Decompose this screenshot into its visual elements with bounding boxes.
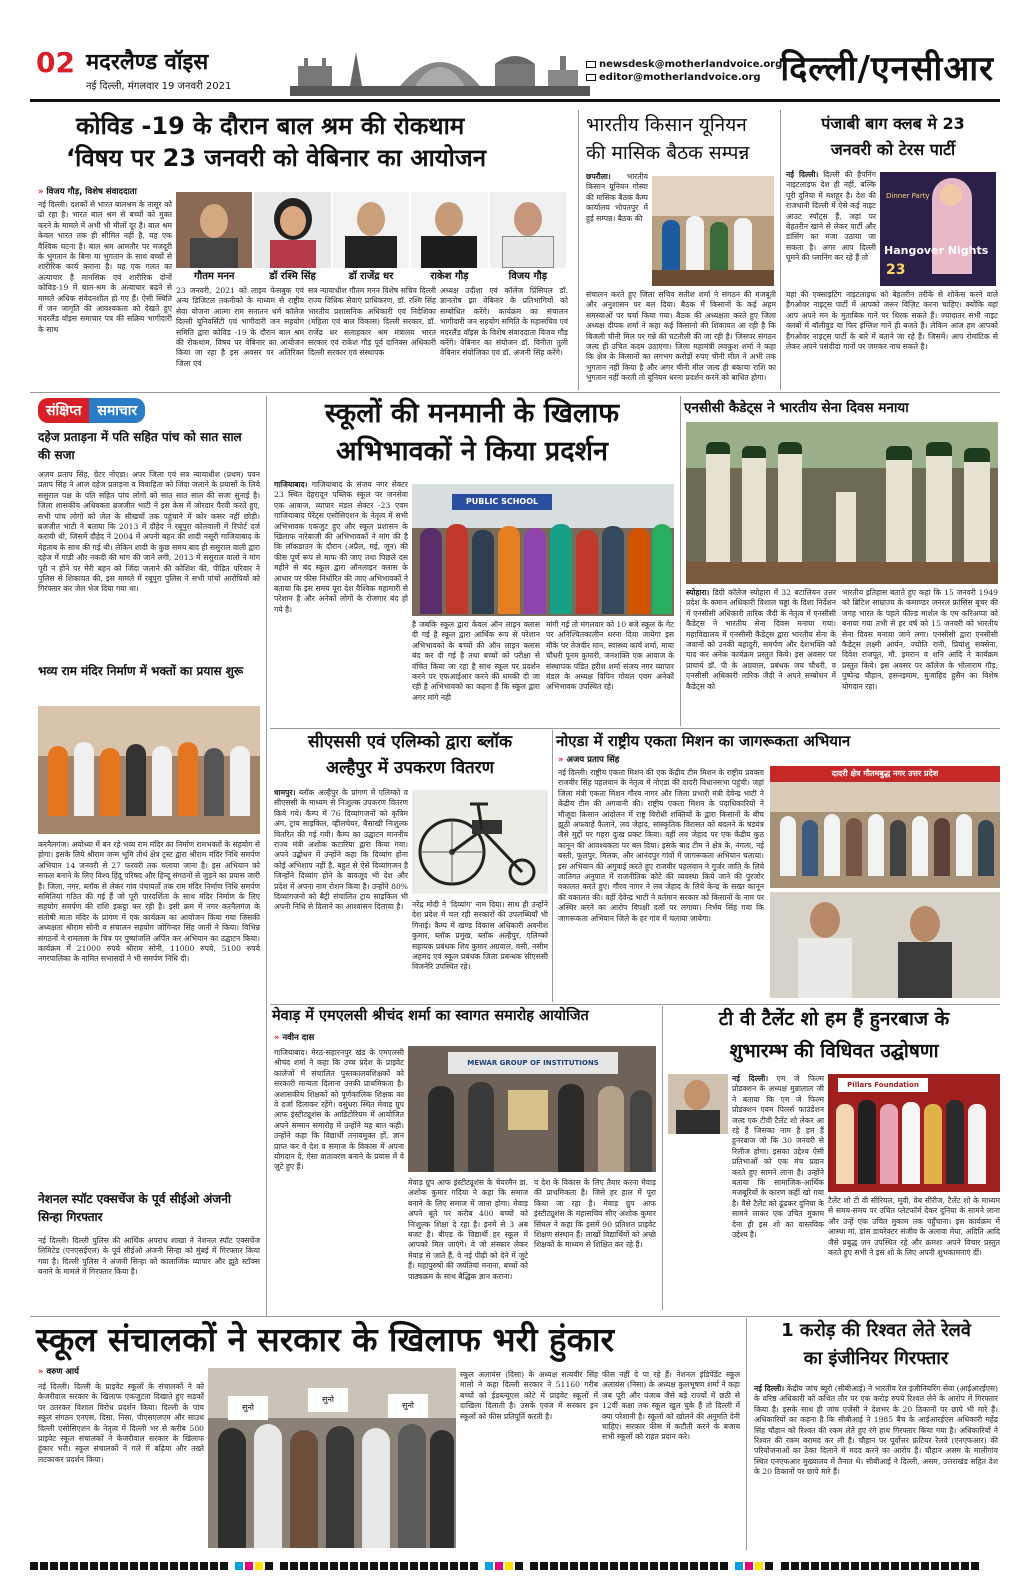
- protest-sign-3: सुनो: [388, 1394, 428, 1418]
- protest-body-col2: स्कूल अलायंस (दिसा) के अध्यक्ष सत्यवीर सिंह मालो ने कहा दिल्ली सरकार ने 51160 गरीब बच्चों को ईडब्ल्यूएस कोटे में प्राइवेट स्कूलों में दाखिला दिलाती है। उसके एवज में सरकार इन स्कूलों को फीस प्रतिपूर्ति करती है।: [460, 1370, 598, 1421]
- mewar-body-col1: गाजियाबाद। मेरठ-सहारनपुर खंड के एमएलसी श्रीचंद शर्मा ने कहा कि उच्च प्रदेश के प्राइवेट कालेजों में संचालित पुस्तकालयशिक्षकों को सरकारी मान्यता दिलाना उनकी प्राथमिकता है। अशासकीय शिक्षकों को पूर्णकालिक शिक्षक का वे दर्जा दिलाकर रहेंगे। वसुंधरा स्थित मेवाड़ ग्रुप आफ इंस्टीट्यूशंस के आडिटोरियम में आयोजित अपने सम्मान समारोह में उन्होंने यह बात कही। उन्होंने कहा कि विद्यार्थी तनावमुक्त हों, ज्ञान प्राप्त कर वे देश व समाज के विकास में अपना योगदान दें, ऐसा वातावरण बनाने के प्रयास में वे जुटे हुए हैं।: [274, 1048, 404, 1172]
- kisan-headline-1: भारतीय किसान यूनियन: [586, 114, 747, 136]
- schools-headline-2: अभिभावकों ने किया प्रदर्शन: [336, 436, 608, 467]
- ssc-body-col1-text: ब्लॉक अल्हैपुर के प्रांगण में एलिम्को व सीएससी के माध्यम से निःशुल्क उपकरण वितरण किये गये। कैम्प में 76 दिव्यांगजनों को कृत्रिम अंग, ट्राय साइकिल, व्हीलचेयर, बैसाखी निःशुल्क वितरित की गई गयी। कैम्प का उद्घाटन माननीय राज्य मंत्री अशोक कटारिया द्वारा किया गया। अपने उद्बोधन में उन्होंने कहा कि दिव्यांग होना कोई अभिशाप नहीं है, बहुत से ऐसे दिव्यांगजन है जिन्होंने दिव्यांग होने के बावजूद भी देश और प्रदेश में अपना नाम रोशन किया है। उन्होंने 80% दिव्यांगजनो को बैट्री संचालित ट्राय साइकिल भी अपनी निधि से दिलाने का आश्वासन दिलाया है।: [274, 788, 408, 912]
- ncc-cadets-photo: [686, 422, 998, 584]
- lead-byline: » विजय गौड़, विशेष संवाददाता: [38, 186, 198, 197]
- protest-sign-2: सुनो: [308, 1388, 348, 1412]
- brief-tag-2: समाचार: [89, 398, 145, 423]
- lead-body-left: नई दिल्ली। दशकों से भारत बालश्रम के नासूर को ढो रहा है। भारत बाल श्रम से बच्चों को मुक्त करने के मामले में अभी भी मीलों दूर है। बाल श्रम केवल भारत तक ही सीमित नहीं है, यह एक वैश्विक घटना है। बाल श्रम आमतौर पर मजदूरी के भुगतान के बिना या भुगतान के साथ बच्चों से शारीरिक कार्य कराना है। यह एक गलत का अत्याचार है मानसिक एवं शारीरिक दोनों कोविड-19 में बाल-श्रम के अत्याचार बढ़ने से मामले अधिक संवेदनशील हो गए हैं। ऐसी स्थिति में जन जागृति की आवश्यकता को देखते हुए मदरलैंड वॉइस समाचार पत्र की सक्रिय भागीदारी के साथ: [38, 200, 172, 334]
- tv-banner: Pillars Foundation: [838, 1078, 928, 1092]
- tricycle-photo: [412, 790, 548, 894]
- poster-title: Hangover Nights: [884, 244, 989, 257]
- email-newsdesk[interactable]: newsdesk@motherlandvoice.org: [599, 59, 783, 70]
- schools-body-col2: है जबकि स्कूल द्वारा केवल ऑन लाइन क्लास दी गई है स्कूल द्वारा आर्थिक रूप से परेशान अभिभावको के बच्चों की ऑन लाइन क्लास बंद कर दी गई है तथा बच्चों को परीक्षा से वंचित किया जा रहा है साथ स्कूल पर प्रदर्शन करने पर एफआईआर करने की धमकी दी जा रही है अभिभावको का कहना है कि स्कूल द्वारा अगर मांगे नही: [412, 620, 540, 702]
- portrait-caption-4: राकेश गौड़: [411, 268, 487, 282]
- mail-icon: [586, 74, 596, 81]
- tv-actor-portrait: [668, 1074, 728, 1134]
- schools-protest-photo: [412, 484, 674, 616]
- ncc-headline: एनसीसी कैडेट्स ने भारतीय सेना दिवस मनाया: [684, 400, 909, 416]
- ncc-body-a-text: डिग्री कॉलेज स्योहारा में 32 बटालियन उत्तर प्रदेश के कमान अधिकारी विशाल चड्डा के दिशा निर्देशन में एनसीसी अधिकारी तारिक जैदी के नेतृत्व में एनसीसी कैडेट्स ने भारतीय सेना दिवस मनाया गया। महाविद्यालय में एनसीसी कैडेट्स द्वारा भारतीय सेना के जवानों को उनकी बहादुरी, समर्पण और देशभक्ति को याद कर अनेक कार्यक्रम प्रस्तुत किये। इस अवसर पर प्राचार्य डॉ. पी के अग्रवाल, प्रबंधक जय चौधरी, व एनसीसी अधिकारी तारिक जैदी ने अपने सम्बोधन में कैडेट्स को: [686, 588, 836, 691]
- noida-byline: » अजय प्रताप सिंह: [558, 754, 758, 765]
- schools-headline-1: स्कूलों की मनमानी के खिलाफ: [324, 398, 620, 429]
- hangover-nights-poster: [880, 172, 996, 286]
- brief-tag-1: संक्षिप्त: [38, 398, 89, 423]
- lead-body-col3: सत्र न्यायाधीश गौतम मनन विशेष सचिव दिल्ली राज्य विधिक सेवाएं प्राधिकरण, डॉ. रश्मि सिंह भारतीय प्रशासनिक अधिकारी एवं निदेशिका (महिला एवं बाल विकास) दिल्ली सरकार, डॉ. राजेंद्र धर सलाहकार श्रम मंत्रालय भारत सरकार एवं राकेश गौड़ पूर्व दानिक्स अधिकारी दिल्ली सरकार एवं संस्थापक: [308, 286, 436, 358]
- noida-headline: नोएडा में राष्ट्रीय एकता मिशन का जागरूकता अभियान: [556, 732, 851, 750]
- punjabi-body-a-text: दिल्ली की हैपनिंग नाइटलाइफ देश ही नहीं, बल्कि पूरी दुनिया में मशहूर है। देश की राजधानी दिल्ली में ऐसे कई नाइट आउट स्पॉट्स हैं, जहां पर बेहतरीन खाने से लेकर पार्टी और डांसिंग का मजा उठाया जा सकता है। अगर आप दिल्ली घूमने की प्लानिंग कर रहे हैं तो: [786, 170, 876, 263]
- portrait-2: [254, 192, 330, 282]
- tv-headline-2: शुभारम्भ की विधिवत उद्घोषणा: [729, 1040, 939, 1062]
- railway-headline-2: का इंजीनियर गिरफ्तार: [803, 1348, 949, 1369]
- school-gate-sign: PUBLIC SCHOOL: [452, 494, 552, 510]
- portrait-caption-3: डॉ राजेंद्र धर: [333, 268, 409, 282]
- kisan-body-a: [586, 172, 648, 290]
- ssc-headline-2: अल्हैपुर में उपकरण वितरण: [326, 758, 494, 778]
- ram-mandir-event-photo: [38, 706, 260, 834]
- protest-body-col1: नई दिल्ली। दिल्ली के प्राइवेट स्कूलों के संचालकों ने को केजरीवाल सरकार के खिलाफ एकजुटता दिखाते हुए सड़कों पर उतरकर विशाल विरोध प्रदर्शन किया। दिल्ली के पांच स्कूल संगठन एनएस, दिसा, निसा, पीएसएलएम और साउथ दिल्ली एसोसिएशन के नेतृत्व में दिल्ली भर से करीब 500 प्राइवेट स्कूल संचालकों ने केजरीवाल सरकार के खिलाफ हुंकार भरी। स्कूल संचालकों ने गले में बढ़िया और तख्ते लटकाकर प्रदर्शन किया।: [38, 1382, 204, 1464]
- punjabi-body-a: [786, 170, 876, 290]
- railway-dateline: नई दिल्ली।: [754, 1384, 785, 1393]
- lead-body-col4: अध्यक्ष उदीशा एवं कॉलेज प्रिंसिपल डॉ. ज्ञानतोष झा वेबिनार के प्रतिभागियों को सम्बोधित करेंगे। कार्यक्रम का संचालन भागीदारी जन सहयोग समिति के महासचिव एवं मदरलैंड वॉइस के विशेष संवाददाता विजय गौड़ करेंगे। वेबिनार का संयोजन डॉ. विनीता तुली वेबिनार संयोजिका एवं डॉ. अंजनी सिंह करेंगे।: [440, 286, 568, 358]
- railway-headline-1: 1 करोड़ की रिश्वत लेते रेलवे: [781, 1320, 971, 1341]
- page-number: 02: [36, 46, 75, 79]
- tv-body-a-text: एम जे फिल्म प्रोडक्शन के अध्यक्ष मुन्नालाल जी ने बताया कि एम जे फिल्म प्रोडक्शन एवम पिलर्स फाउंडेशन जल्द एक टीवी टैलेंट शो लेकर आ रहे हैं जिसका नाम है हम हैं हुनरबाज जो कि 30 जनवरी से रिलीज होगा। इसका उद्देश्य ऐसी प्रतिभाओं को एक मंच प्रदान करते हुए सामने लाना है। उन्होंने बताया कि सामाजिक-आर्थिक मजबूरियों के कारण कहीं खो गया है। वैसे टैलेंट को ढूंढकर दुनिया के सामने लाकर एक उचित मुकाम देना ही इस शो का वास्तविक उद्देश्य है।: [732, 1074, 824, 1240]
- protest-byline: » वरुण आर्य: [38, 1366, 188, 1377]
- punjabi-headline-2: जनवरी को टेरस पार्टी: [830, 140, 956, 159]
- portrait-4: [411, 192, 487, 282]
- section-name: दिल्ली/एनसीआर: [780, 49, 994, 89]
- mewar-body-col2: मेवाड़ ग्रुप आफ इंस्टीट्यूशंस के चेयरमैन डा. अशोक कुमार गदिया ने कहा कि समाज बनाने के लिए समाज में जाना होगा। मेवाड़ अपने बूते पर करीब 400 बच्चों को निःशुल्क शिक्षा दे रहा है। इनमें से 3 अब बजट है। बीएड के विद्यार्थी हर स्कूल में आपको मिल जाएंगे। वे जो संस्कार लेकर मेवाड़ से जाते हैं, वे नई पीढ़ी को देने में जुटे हैं। महापुरुषों की जयंतियां मनाना, बच्चों को पाठ्यक्रम के साथ बैद्धिक ज्ञान कराना।: [408, 1178, 528, 1281]
- poster-date: 23: [886, 262, 906, 278]
- protest-sign-1: सुनो: [228, 1396, 268, 1420]
- railway-body: [754, 1384, 998, 1548]
- kisan-meeting-photo: [652, 176, 774, 286]
- brief-headline-3: नेशनल स्पॉट एक्सचेंज के पूर्व सीईओ अंजनी सिन्हा गिरफ्तार: [38, 1192, 231, 1224]
- schools-body-col3: मांगी गई तो मंगलवार को 10 बजे स्कूल के गेट पर अनिश्चितकालीन धरना दिया जायेगा इस मौके पर तेजवीर मान, स्वास्थ्य कार्य शर्मा, माया चौधरी पूनम कुमारी, जनशक्ति एक आवाज के संस्थापक पंडित हरीश शर्मा संजय नगर व्यापार मंडल के अध्यक्ष विपिन गोयल एवम अनेकों अभिभावक उपस्थित रहे।: [546, 620, 674, 692]
- ssc-headline-1: सीएससी एवं एलिम्को द्वारा ब्लॉक: [307, 732, 513, 752]
- protest-photo: [208, 1368, 456, 1548]
- brief-body-3: नई दिल्ली। दिल्ली पुलिस की आर्थिक अपराध शाखा ने नेशनल स्पॉट एक्सचेंज लिमिटेड (एनएसईएल) के पूर्व सीईओ अंजनी सिन्हा को मुंबई में गिरफ्तार किया गया है। दिल्ली पुलिस ने अंजनी सिन्हा को कालाजिंक व्यापार और झूठे स्टॉक्स बनाने के मामले में गिरफ्तार किया है।: [38, 1236, 260, 1277]
- mewar-byline: » नवीन दास: [274, 1032, 424, 1043]
- portrait-caption-1: गौतम मनन: [176, 268, 252, 282]
- poster-small-text: Dinner Party: [886, 192, 930, 200]
- schools-body-col1-text: गाजियाबाद के संजय नगर सेक्टर 23 स्थित देहरादून पब्लिक स्कूल पर जनसेवा एक आवाज, व्यापार मंडल सेक्टर -23 एवम गाजियाबाद पेरेंट्स एसोसिएशन के नेतृत्व में सभी अभिभावक एकजुट हुए और स्कूल प्रशासन के खिलाफ नारेबाजी की अभिभावकों ने मांग की है कि लॉकडाउन के दौरान (अप्रैल, मई, जून) की फीस पूर्ण रूप से माफ की जाए तथा पिछले दस महीने से बंद स्कूल द्वारा ऑनलाइन क्लास के आधार पर फीस निर्धारित की जाए अभिभावकों ने बताया कि इस समय पूरा देश वैश्विक महामारी से परेशान है और अनेकों लोगों के रोजगार बंद हो गये है।: [274, 480, 408, 614]
- railway-body-text: केंद्रीय जांच ब्यूरो (सीबीआई) ने भारतीय रेल इंजीनियरिंग सेवा (आईआरईएस) के वरिष्ठ अधिकारी को कथित तौर पर एक करोड़ रुपये रिश्वत लेने के आरोप में गिरफ्तार किया है। इसके साथ ही जांच एजेंसी ने देशभर के 20 ठिकानों पर छापे भी मारे हैं। अधिकारियों का कहना है कि सीबीआई ने 1985 बैच के आईआरईएस अधिकारी महेंद्र सिंह चौहान को रिश्वत की रकम लेते हुए रंगे हाथ गिरफ्तार किया गया है। अधिकारियों ने रिश्वत की रकम बरामद कर ली है। चौहान पर पूर्वोत्तर फ्रंटियर रेलवे (एनएफआर) की परियोजनाओं का ठेका दिलाने में मदद करने का आरोप है। चौहान असम के मालीगांव स्थित एनएफआर मुख्यालय में तैनात थे। सीबीआई ने दिल्ली, असम, उत्तराखंड सहित देश के 20 ठिकानों पर छापे मारे हैं।: [754, 1384, 998, 1477]
- portrait-3: [333, 192, 409, 282]
- brief-body-2: करनैलगंज। अयोध्या में बन रहे भव्य राम मंदिर का निर्माण रामभक्तों के सहयोग से होगा। इसके लिये श्रीराम जन्म भूमि तीर्थ क्षेत्र ट्रस्ट द्वारा श्रीराम मंदिर निधि समर्पण अभियान 14 जनवरी से 27 फरवरी तक चलाया जाना है। इस अभियान को सफल बनाने के लिए विश्व हिंदू परिषद और हिन्दू संगठनों से जुड़ने का प्रयास जारी है। जिला, नगर, ब्लॉक से लेकर गांव पंचायतों तक राम मंदिर निर्माण निधि समर्पण समितियां गठित की गई हैं जो पूरी पारदर्शिता के साथ मंदिर निर्माण के लिए सहयोग समर्पण की राशि इकट्ठा कर रही है। इसी क्रम में नगर करनैलगंज के संतोषी माता मंदिर के प्रांगण में एक कार्यक्रम का आयोजन किया गया जिसकी अध्यक्षता श्रीराम सोनी व संचालन सहयोग जोगिन्दर सिंह जानी ने किया। विभिन्न संगठनों ने रामलला के चित्र पर पुष्पांजलि अर्पित कर अभियान का उद्घाटन किया। कार्यक्रम में 21000 रुपये श्रीराम सोनी, 11000 रुपये, 5100 रुपये नगरपालिका के नामित सभासदों ने भी समर्पण निधि दी।: [38, 840, 260, 964]
- protest-headline: स्कूल संचालकों ने सरकार के खिलाफ भरी हुंकार: [36, 1320, 614, 1359]
- ssc-body-col2: नरेंद्र मोदी ने 'दिव्यांग' नाम दिया। साथ ही उन्होंने देश प्रदेश में चल रही सरकारों की उपलब्धियाँ भी गिनाई। कैम्प में खण्ड विकास अधिकारी अवनीश कुमार, ब्लॉक प्रमुख, ब्लॉक अल्हैपुर, एलिम्को सहायक प्रबंधक शिव कुमार अग्रवाल, वसी, नसीम अहमद एवं स्कूल प्रबंधक जिला प्रबन्धक सीएससी विजनेरि उपस्थित रहे।: [412, 900, 548, 972]
- mewar-headline: मेवाड़ में एमएलसी श्रीचंद शर्मा का स्वागत समारोह आयोजित: [272, 1008, 589, 1024]
- ncc-body-a: [686, 588, 836, 724]
- lead-portraits: [176, 192, 566, 282]
- portrait-caption-5: विजय गौड़: [490, 268, 566, 282]
- email-editor[interactable]: editor@motherlandvoice.org: [599, 72, 761, 83]
- lead-headline-1: कोविड -19 के दौरान बाल श्रम की रोकथाम: [76, 112, 465, 140]
- kisan-dateline: छपरौला।: [586, 172, 611, 181]
- mail-icon: [586, 61, 596, 68]
- tv-headline-1: टी वी टैलेंट शो हम हैं हुनरबाज के: [718, 1008, 950, 1030]
- protest-body-col3: फीस नहीं दे पा रहे हैं। नेशनल इंडिपेंडेंट स्कूल अलायंस (निसा) के अध्यक्ष कुलभूषण शर्मा ने कहा जब पूरी और पंजाब जैसे बड़े राज्यों में छठी से 12वीं कक्षा तक स्कूल खुल चुके हैं तो दिल्ली में क्या परेशानी है। स्कूलों को खोलने की अनुमति देनी चाहिए। सरकार फीस में कटौती करने के बजाय सभी स्कूलों को राहत प्रदान करे।: [602, 1370, 740, 1442]
- ssc-body-col1: [274, 788, 408, 998]
- masthead: [30, 40, 1000, 102]
- mewar-body-col3: व देश के विकास के लिए तैयार करना मेवाड़ की प्राथमिकता है। जिसे हर हाल में पूरा किया जा रहा है। मेवाड़ ग्रुप आफ इंस्टीट्यूशंस के महासचिव सीए अशोक कुमार सिंघल ने कहा कि इसमें 90 प्रतिशत प्राइवेट शिक्षण संस्थान हैं। लाखों विद्यार्थियों को अच्छे शिक्षकों के माध्यम से शिक्षित कर रहे हैं।: [534, 1178, 656, 1250]
- kisan-body-a-text: भारतीय किसान यूनियन गोस्वा की मासिक बैठक कैम्प कार्यालय भोपतपुर में हुई सम्पन्न। बैठक की: [586, 172, 648, 223]
- delhi-skyline-illustration: [290, 44, 590, 96]
- portrait-5: [490, 192, 566, 282]
- kisan-body-b: संचालन करते हुए जिला सचिव सतीश शर्मा ने संगठन की मजबूती और अनुशासन पर बल दिया। बैठक में किसानों के कई अहम समस्याओं पर चर्चा किया गया। बैठक की अध्यक्षता करते हुए जिला अध्यक्ष दीपक शर्मा ने कहा कई किसानो की शिकायत आ रही है कि बिजली चीनी मिल पर गन्ने की घटतौली की जा रही है। जिसपर संगठन जल्द ही उचित कदम उठाएगा। जिला महामंत्री लवकुश शर्मा ने कहा कि क्षेत्र के किसानों का लगभग करोड़ों रुपए चीनी मील ने अभी तक भुगतान नहीं किया है और अगर चीनी मील जल्द ही बकाया राशि का भुगतान नहीं करती तो यूनियन धरना प्रदर्शन करने को बाधित होगा।: [586, 290, 776, 383]
- tv-dateline: नई दिल्ली।: [732, 1074, 769, 1083]
- noida-banner: दादरी क्षेत्र गौतमबुद्ध नगर उत्तर प्रदेश: [770, 766, 1000, 782]
- kisan-headline-2: की मासिक बैठक सम्पन्न: [586, 142, 750, 164]
- portrait-caption-2: डॉ रश्मि सिंह: [254, 268, 330, 282]
- tv-launch-photo: [828, 1074, 1000, 1192]
- punjabi-dateline: नई दिल्ली।: [786, 170, 819, 179]
- mewar-banner: MEWAR GROUP OF INSTITUTIONS: [448, 1052, 618, 1074]
- contact-emails: [586, 58, 782, 84]
- punjabi-body-b: यहां की एक्साइटिंग नाइटलाइफ को बेहतरीन तरीके से शोकेस करने वाले हैंगओवर नाइट्स पार्टी में आपको जरूर विज़िट करना चाहिए। क्योंकि यहां आप अपने मन के मुताबिक गाने पर थिरक सकते हैं। ज्यादातर सभी नाइट क्लबों में बॉलीवुड या फिर इंग्लिश गानें ही बजते हैं। लेकिन आज हम आपको हैंगओवर नाइट्स पार्टी के बारे में बताने जा रहे हैं। जिसमें। आप रोमांटिक से लेकर अपने पसंदीदा गानों पर जमकर नाच सकते है।: [786, 290, 998, 352]
- brief-body-1: अजय प्रताप सिंह, ग्रेटर नोएडा। अपर जिला एवं सत्र न्यायाधीश (प्रथम) पवन प्रताप सिंह ने आज दहेज प्रताड़ना व विवाहिता को जिंदा जलाने के प्रयासों के लिये ससुराल पक्ष के पति सहित पांच लोगों को सात सात साल की सजा सुनाई है। जिला शासकीय अधिवक्ता ब्रजजीत भाटी ने इस केस में जोरदार पैरवी करते हुए, सभी पांच लोगों को जेल के सीखचों तक पहुंचाने में कोर कसर नहीं छोड़ी। ब्रजजीत भाटी ने बताया कि 2013 में दौहेद ने रबूपुरा कोतवाली में रिपोर्ट दर्ज करायी थी, जिसमें दौहेद ने 2004 में अपनी बहन की शादी नसूरी गाजियाबाद के मेहताब के साथ की गई थी। लेकिन शादी के कुछ समय बाद ही ससुराल वाली द्वारा दहेज में गाडी और नकदी की मांग की जाने लगी, 2013 में ससुराल वालो ने मांग पूरी न होने पर मेरी बहन को जिंदा जलाने की कोशिश की, पीड़ित परिवार ने पुलिस से शिकायत की, इस मामले में रबूपुरा पुलिस ने सभी पांचों आरोपियों को गिरफ्तार कर जेल भेज दिया गया था।: [38, 470, 260, 594]
- print-registration-bar: [30, 1555, 1000, 1565]
- noida-body: नई दिल्ली। राष्ट्रीय एकता मिशन की एक केंद्रीय टीम मिशन के राष्ट्रीय प्रवक्ता राजवीर सिंह पहलवान के नेतृत्व में नोएडा की दादरी विधानसभा पहुंची। जहां जिला मंत्री एकता मिशन गौरव नागर और जिला प्रभारी मंत्री देवेन्द्र भाटी ने केंद्रीय टीम की अगवानी की। राष्ट्रीय एकता मिशन के पदाधिकारियों ने मौजूदा किसान आंदोलन में राष्ट्र विरोधी शक्तियों के द्वारा किसानों के बीच झूठी अफवाहें फैलाने, लव जेहाद, सांस्कृतिक विरासत को बदलने के षडयंत्र जैसे मुद्दों पर गहरा दुःख प्रकट किया। वहीं लव जेहाद पर एक केंद्रीय कुठ कानून की आवश्यकता पर बल दिया। इसके बाद टीम ने क्षेत्र के, नंगला, नई बस्ती, फूलपुर, मिलक, और आनंदपुर गांवों में जागरूकता अभियान चलाया। इस अभियान की अगुवाई करते हुए राजवीर पहलवान ने गुर्जर जाति के लिये जातिगत अनुपात में राजनीतिक कोटे की व्यवस्था किये जाने की पुरजोर वकालत करते हुए। गौरव नागर ने लव जेहाद के लिये केन्द्र के सख्त कानून की वकालत की। वहीं देवेन्द्र भाटी ने वर्तमान सरकार को किसानों के नाम पर अस्थिर करने का आरोप विपक्षी दलों पर लगाया। निर्भय सिंह गया कि जागरूकता अभियान जिले के हर गांव में चलाया जायेगा।: [558, 768, 764, 923]
- publication-date: नई दिल्ली, मंगलवार 19 जनवरी 2021: [86, 81, 232, 92]
- schools-dateline: गाजियाबाद।: [274, 480, 308, 489]
- tv-body-a: [732, 1074, 824, 1306]
- brief-headline-1: दहेज प्रताड़ना में पति सहित पांच को सात साल की सजा: [38, 430, 242, 462]
- lead-headline-2: ‘विषय पर 23 जनवरी को वेबिनार का आयोजन: [66, 144, 487, 172]
- publication-name: मदरलैण्ड वॉइस: [86, 50, 209, 75]
- ncc-dateline: स्योहारा।: [686, 588, 710, 597]
- ssc-dateline: धामपुर।: [274, 788, 296, 797]
- noida-portrait-photo: [770, 892, 1000, 998]
- brief-news-badge: [38, 398, 145, 423]
- schools-body-col1: [274, 480, 408, 724]
- lead-body-col2: 23 जनवरी, 2021 को लाइव फेसबुक एवं अन्य डिजिटल तकनीको के माध्यम से राष्ट्रीय सेवा योजना आत्मा राम सनातन धर्म कॉलेज दिल्ली यूनिवर्सिटी एवं भागीदारी जन सहयोग समिति द्वारा कोविड -19 के दौरान बाल श्रम की रोकथाम, विषय पर वेबिनार का आयोजन किया जा रहा है इस अवसर पर अतिरिक्त जिला एवं: [176, 286, 304, 368]
- noida-campaign-photo: [770, 766, 1000, 888]
- portrait-1: [176, 192, 252, 282]
- brief-headline-2: भव्य राम मंदिर निर्माण में भक्तों का प्रयास शुरू: [38, 664, 244, 678]
- ncc-body-b: भारतीय इतिहास बताते हुए कहा कि 15 जनवरी 1949 को ब्रिटिश साम्राज्य के कमाण्डर जनरल फ्रांसिस बूचर की जगह भारत के पहले फील्ड मार्शल के एम करिअप्पा को बनाया गया तभी से हर वर्ष को 15 जनवरी को भारतीय सेना दिवस मनाया जाने लगा। एनसीसी द्वारा एनसीसी कैडेट्स लक्ष्मी आर्यन, ज्योति रानी, प्रियांशु सक्सेना, दिवेश राजपूत, मौ. इमरान व शनि आदि ने कार्यक्रम प्रस्तुत किये। इस अवसर पर कॉलेज के भोलाराम गौड़, पुष्पेन्द्र चौहान, हसनइमाम, मुजाहिद हुसैन का विशेष योगदान रहा।: [842, 588, 998, 691]
- mewar-ceremony-photo: [408, 1046, 656, 1172]
- punjabi-headline-1: पंजाबी बाग क्लब मे 23: [821, 114, 965, 133]
- tv-body-b: टैलेंट शो टी वी सीरियल, मूवी, वेब सीरीज, टैलेंट शो के माध्यम से समय-समय पर उचित प्लेटफॉर्म देकर दुनिया के सामने लाना और उन्हें एक उचित मुकाम तक पहुँचाना। इस कार्यक्रम में आस्था मां, डांस डायरेक्टर संजीव के अलावा मेघा, अदिति आदि जैसे प्रबुद्ध जन उपस्थित रहे और क्रमशः अपने विचार प्रस्तुत करते हुए सभी ने इस शो के लिए अपनी शुभकामनाएं दीं।: [828, 1196, 1000, 1258]
